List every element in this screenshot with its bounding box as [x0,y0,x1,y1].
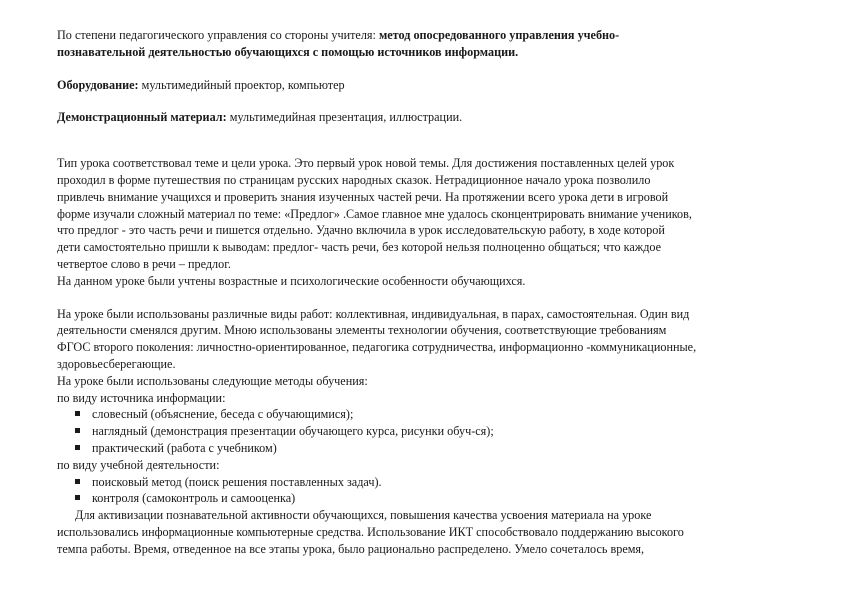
intro-bold-text-2: познавательной деятельностью обучающихся с помощью источников информации. [57,44,519,59]
bullet-square-icon [75,445,80,450]
intro-bold-text: метод опосредованного управления учебно- [378,28,620,42]
paragraph-line: использовались информационные компьютерные средства. Использование ИКТ способствовало поддержанию высокого [57,524,684,539]
list-item-text: поисковый метод (поиск решения поставленных задач). [92,474,382,489]
ict-paragraph [57,507,802,557]
intro-line-1 [57,27,802,44]
intro-paragraph [57,27,802,61]
demo-material-value: мультимедийная презентация, иллюстрации. [226,110,463,125]
paragraph-line: Тип урока соответствовал теме и цели урока. Это первый урок новой темы. Для достижения поставленных целей урок [57,156,675,171]
paragraph-line: На уроке были использованы различные виды работ: коллективная, индивидуальная, в парах, самостоятельная. Один вид [57,306,690,321]
demo-material-line [57,109,802,126]
information-source-methods-list [57,406,802,456]
list-item [57,406,802,423]
equipment-value: мультимедийный проектор, компьютер [138,77,345,92]
list-item-text: наглядный (демонстрация презентации обучающего курса, рисунки обуч-ся); [92,424,494,439]
paragraph-line: дети самостоятельно пришли к выводам: предлог- часть речи, без которой нельзя полноценно общаться; что каждое [57,240,662,255]
list-heading: по виду учебной деятельности: [57,457,220,472]
paragraph-line: ФГОС второго поколения: личностно-ориентированное, педагогика сотрудничества, информационно -коммуникационные, [57,340,697,355]
learning-activity-methods-list [57,474,802,508]
intro-line-2 [57,44,802,61]
paragraph-line: деятельности сменялся другим. Мною использованы элементы технологии обучения, соответствующие требованиям [57,323,667,338]
demo-material-label: Демонстрационный материал: [57,110,227,125]
paragraph-line: привлечь внимание учащихся и проверить знания изученных частей речи. На протяжении всего урока дети в игровой [57,189,669,204]
list-item-text: практический (работа с учебником) [92,440,277,455]
equipment-line [57,77,802,94]
work-types-paragraph [57,306,802,407]
list-item-text: контроля (самоконтроль и самооценка) [92,491,296,506]
paragraph-line: что предлог - это часть речи и пишется отдельно. Удачно включила в урок исследовательскую работу, в ходе которой [57,223,665,238]
paragraph-line: На уроке были использованы следующие методы обучения: [57,373,368,388]
list-item [57,440,802,457]
list-item [57,490,802,507]
paragraph-line: по виду источника информации: [57,390,226,405]
bullet-square-icon [75,479,80,484]
bullet-square-icon [75,411,80,416]
intro-text: По степени педагогического управления со стороны учителя: [57,28,379,42]
bullet-square-icon [75,495,80,500]
paragraph-line: темпа работы. Время, отведенное на все этапы урока, было рационально распределено. Умело сочеталось время, [57,541,645,556]
list-item-text: словесный (объяснение, беседа с обучающимися); [92,407,354,422]
paragraph-line: форме изучали сложный материал по теме: «Предлог» .Самое главное мне удалось сконцентрировать внимание учеников, [57,206,692,221]
list-item [57,474,802,491]
list-item [57,423,802,440]
equipment-label: Оборудование: [57,77,139,92]
paragraph-line: Для активизации познавательной активности обучающихся, повышения качества усвоения материала на уроке [75,508,652,523]
lesson-analysis-paragraph [57,155,802,289]
paragraph-line: здоровьесберегающие. [57,356,176,371]
paragraph-line: На данном уроке были учтены возрастные и психологические особенности обучающихся. [57,273,526,288]
bullet-square-icon [75,428,80,433]
paragraph-line: четвертое слово в речи – предлог. [57,256,231,271]
paragraph-line: проходил в форме путешествия по страницам русских народных сказок. Нетрадиционное начало урока позволило [57,172,651,187]
